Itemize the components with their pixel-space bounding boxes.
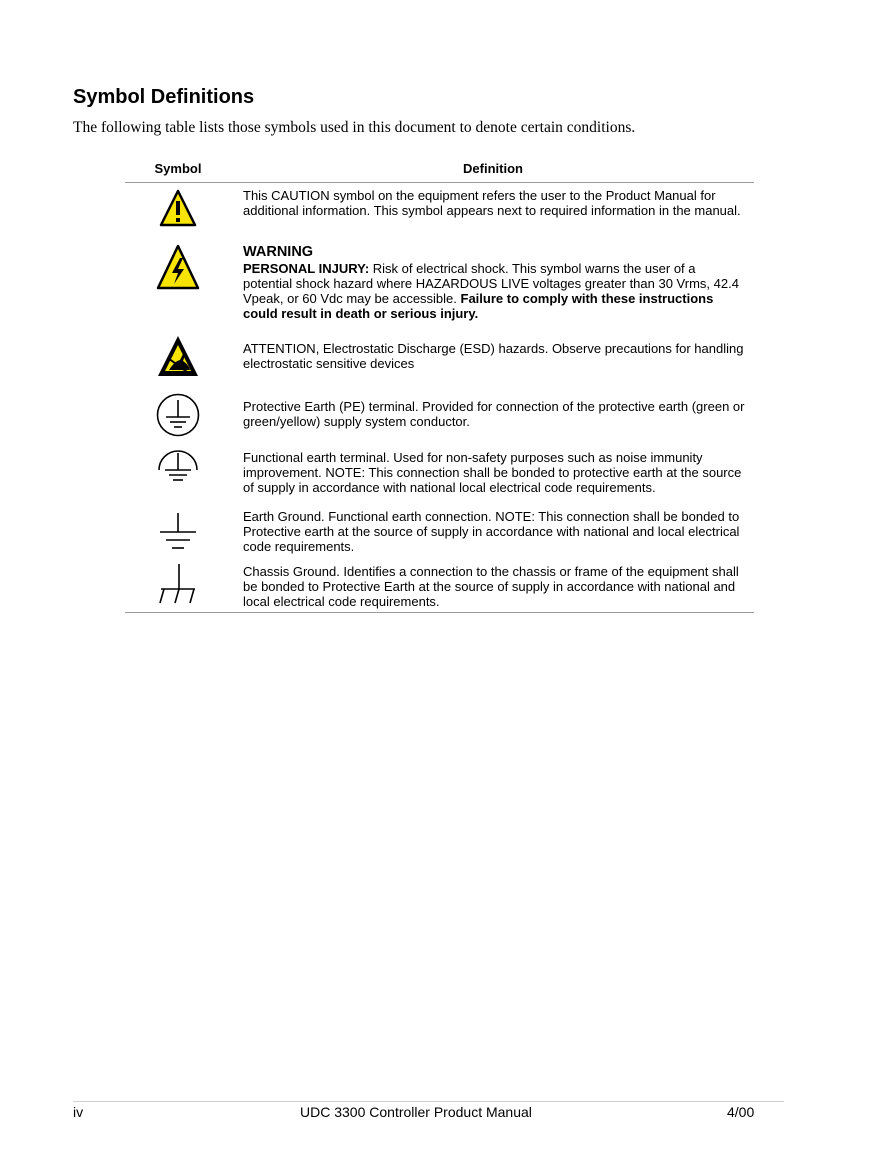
protective-earth-icon	[149, 392, 207, 438]
row-definition: This CAUTION symbol on the equipment refers the user to the Product Manual for additional information. This symbol appears next to required information in the manual.	[243, 188, 741, 218]
functional-earth-icon	[149, 450, 207, 486]
row-definition	[243, 244, 748, 321]
chassis-ground-icon	[149, 562, 207, 606]
warning-emphasis: Failure to comply with these instructions could result in death or serious injury.	[243, 291, 714, 321]
header-definition: Definition	[463, 161, 523, 176]
row-definition: ATTENTION, Electrostatic Discharge (ESD) hazards. Observe precautions for handling electrostatic sensitive devices	[243, 341, 744, 371]
intro-paragraph: The following table lists those symbols used in this document to denote certain conditions.	[73, 119, 636, 136]
warning-lead: PERSONAL INJURY:	[243, 261, 370, 276]
symbol-table	[125, 160, 754, 609]
warning-text: Risk of electrical shock. This symbol warns the user of a potential shock hazard where HAZARDOUS LIVE voltages greater than 30 Vrms, 42.4 Vpeak, or 60 Vdc may be accessible.	[243, 261, 739, 306]
footer-rule	[73, 1101, 784, 1102]
header-symbol: Symbol	[154, 161, 202, 176]
row-definition: Functional earth terminal. Used for non-safety purposes such as noise immunity improvement. NOTE: This connection shall be bonded to protective earth at the source of supply in accordance with national local electrical code requirements.	[243, 450, 742, 495]
caution-triangle-icon	[149, 188, 207, 228]
table-header	[125, 160, 754, 183]
esd-hazard-icon	[149, 334, 207, 378]
row-definition: Earth Ground. Functional earth connection. NOTE: This connection shall be bonded to Protective earth at the source of supply in accordance with national and local electrical code requirements.	[243, 509, 740, 554]
footer-document-title: UDC 3300 Controller Product Manual	[300, 1104, 532, 1120]
table-bottom-rule	[125, 612, 754, 613]
warning-title: WARNING	[243, 244, 314, 260]
row-definition: Chassis Ground. Identifies a connection to the chassis or frame of the equipment shall be bonded to Protective Earth at the source of supply in accordance with national and local electrical code requirements.	[243, 564, 739, 609]
footer-page-number: iv	[73, 1104, 84, 1120]
row-definition: Protective Earth (PE) terminal. Provided for connection of the protective earth (green or green/yellow) supply system conductor.	[243, 399, 745, 429]
earth-ground-icon	[149, 511, 207, 551]
electrical-shock-warning-icon	[149, 244, 207, 290]
page-title: Symbol Definitions	[73, 86, 255, 108]
footer-date: 4/00	[727, 1104, 755, 1120]
